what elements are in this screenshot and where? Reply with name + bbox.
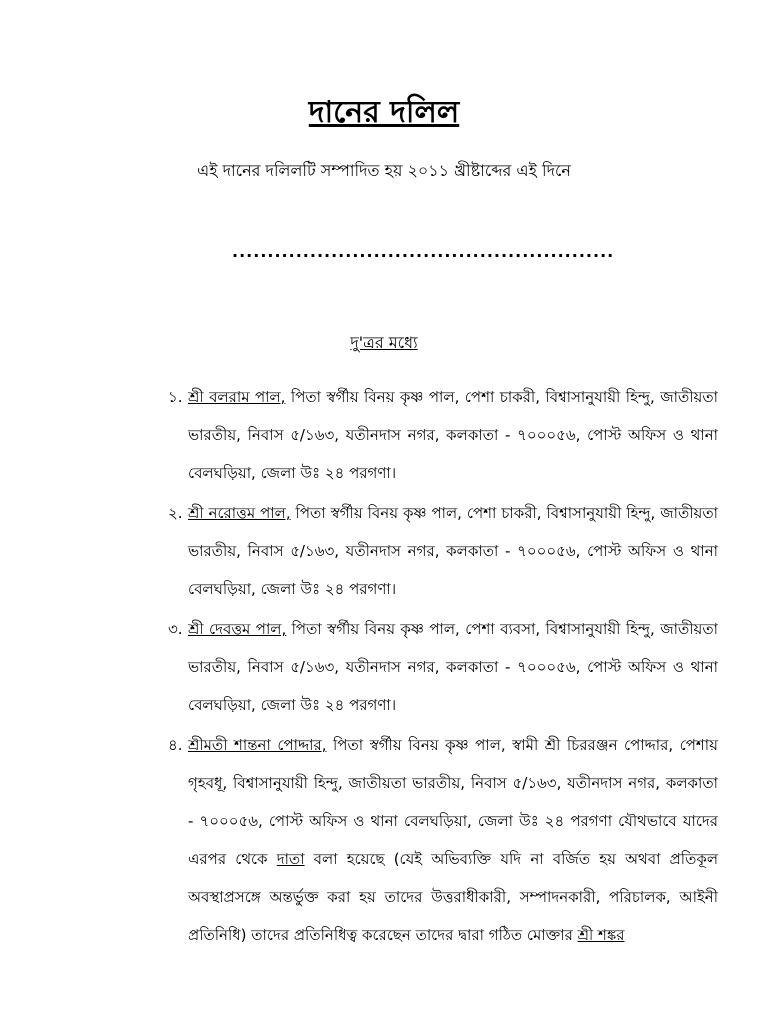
document-title: দানের দলিল	[308, 95, 460, 130]
party-number: ৪.	[168, 736, 183, 754]
parties-list	[168, 378, 718, 956]
party-name: শ্রী দেবত্তম পাল,	[188, 620, 287, 638]
party-details: পিতা স্বর্গীয় বিনয় কৃষ্ণ পাল, পেশা চাকরী, বিশ্বাসানুযায়ী হিন্দু, জাতীয়তা ভারতীয়, নিবাস ৫/১৬৩, যতীনদাস নগর, কলকাতা - ৭০০০৫৬, পোস্ট অফিস ও থানা বেলঘড়িয়া, জেলা উঃ ২৪ পরগণা।	[188, 388, 718, 482]
document-subtitle: এই দানের দলিলটি সম্পাদিত হয় ২০১১ খ্রীষ্টাব্দের এই দিনে	[197, 161, 571, 180]
party-details: পিতা স্বর্গীয় বিনয় কৃষ্ণ পাল, পেশা চাকরী, বিশ্বাসানুযায়ী হিন্দু, জাতীয়তা ভারতীয়, নিবাস ৫/১৬৩, যতীনদাস নগর, কলকাতা - ৭০০০৫৬, পোস্ট অফিস ও থানা বেলঘড়িয়া, জেলা উঃ ২৪ পরগণা।	[188, 504, 718, 598]
party-details: পিতা স্বর্গীয় বিনয় কৃষ্ণ পাল, পেশা ব্যবসা, বিশ্বাসানুযায়ী হিন্দু, জাতীয়তা ভারতীয়, নিবাস ৫/১৬৩, যতীনদাস নগর, কলকাতা - ৭০০০৫৬, পোস্ট অফিস ও থানা বেলঘড়িয়া, জেলা উঃ ২৪ পরগণা।	[188, 620, 718, 714]
donor-term: দাতা	[276, 850, 305, 868]
between-heading: দু'ত্রর মধ্যে	[350, 333, 418, 352]
party-number: ২.	[168, 504, 183, 522]
party-name: শ্রীমতী শান্তনা পোদ্দার,	[188, 736, 327, 754]
attorney-name: শ্রী শঙ্কর	[577, 926, 625, 944]
party-item-1	[168, 378, 718, 492]
party-number: ১.	[168, 388, 183, 406]
party-item-2	[168, 494, 718, 608]
party-item-3	[168, 610, 718, 724]
party-item-4	[168, 726, 718, 954]
party-name: শ্রী নরোত্তম পাল,	[188, 504, 291, 522]
date-blank-line: ......................................................	[232, 242, 615, 261]
party-number: ৩.	[168, 620, 183, 638]
party-details: পিতা স্বর্গীয় বিনয় কৃষ্ণ পাল, স্বামী শ্রী চিররঞ্জন পোদ্দার, পেশায় গৃহবধূ, বিশ্বাসানুযায়ী হিন্দু, জাতীয়তা ভারতীয়, নিবাস ৫/১৬৩, যতীনদাস নগর, কলকাতা - ৭০০০৫৬, পোস্ট অফিস ও থানা বেলঘড়িয়া, জেলা উঃ ২৪ পরগণা যৌথভাবে যাদের এরপর থেকে	[188, 736, 718, 868]
party-name: শ্রী বলরাম পাল,	[188, 388, 286, 406]
party-details-continued: বলা হয়েছে (যেই অভিব্যক্তি যদি না বর্জিত হয় অথবা প্রতিকূল অবস্থাপ্রসঙ্গে অন্তর্ভুক্ত করা হয় তাদের উত্তরাধীকারী, সম্পাদনকারী, পরিচালক, আইনী প্রতিনিধি) তাদের প্রতিনিধিত্ব করেছেন তাদের দ্বারা গঠিত মোক্তার	[188, 850, 719, 944]
